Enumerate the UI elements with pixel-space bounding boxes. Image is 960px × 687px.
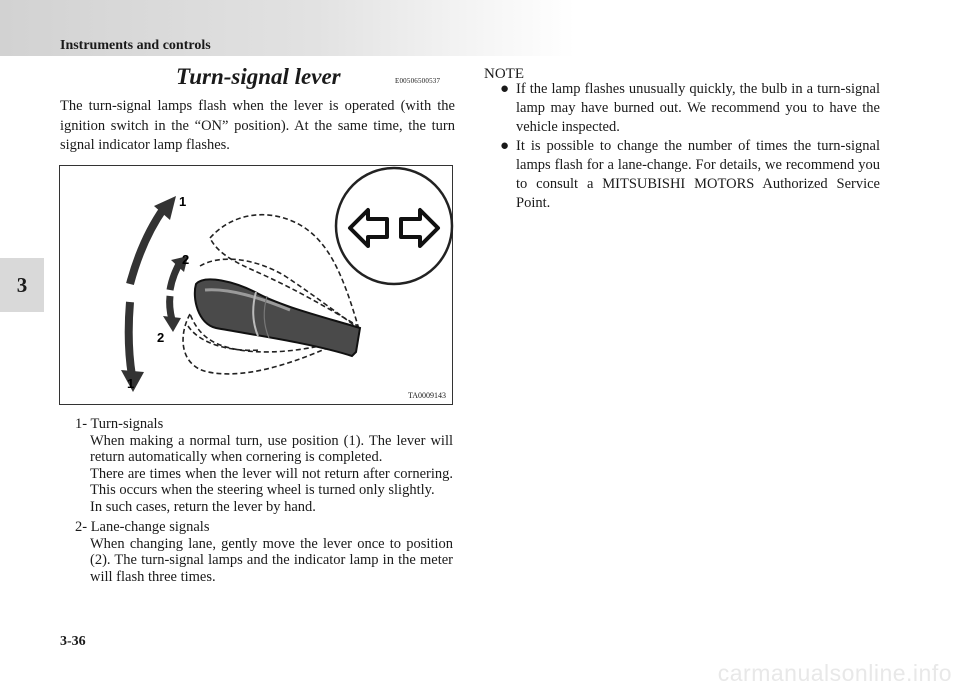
callout-1-bottom: 1 [127,376,135,391]
note-item [500,80,880,137]
legend-line: There are times when the lever will not return after cornering. This occurs when the steering wheel is turned only slightly. [90,465,453,498]
arrow-position-1-up [130,208,164,284]
turn-signal-figure [59,165,453,405]
note-label: NOTE [484,66,524,82]
legend-line: When making a normal turn, use position (1). The lever will return automatically when cornering is completed. [90,432,453,465]
note-text: It is possible to change the number of times the turn-signal lamps flash for a lane-change. For details, we recommend you to consult a MITSUBISHI MOTORS Authorized Service Point. [516,138,880,211]
legend-list [75,416,453,589]
watermark: carmanualsonline.info [717,660,952,686]
figure-id-label: TA0009143 [407,391,446,400]
note-list [500,80,880,213]
arrow-position-2-down [170,296,172,320]
note-item [500,137,880,213]
legend-label: 2- Lane-change signals [75,519,210,535]
section-code: E00506500537 [395,77,441,85]
bullet-icon: ● [500,81,510,97]
intro-paragraph: The turn-signal lamps flash when the lever is operated (with the ignition switch in the “ON” position). At the same time, the turn signal indicator lamp flashes. [60,98,455,153]
page-title: Turn-signal lever [176,64,341,89]
arrow-position-2-down-head [163,316,181,332]
section-title: Instruments and controls [60,38,211,53]
legend-line: In such cases, return the lever by hand. [90,498,316,515]
page-number: 3-36 [60,634,86,649]
legend-item-turn-signals [75,416,453,515]
legend-line: When changing lane, gently move the lever once to position (2). The turn-signal lamps and the indicator lamp in the meter will flash three times. [90,535,453,585]
legend-label: 1- Turn-signals [75,416,164,432]
arrow-position-1-down [129,302,132,376]
callout-2-bottom: 2 [157,330,165,345]
turn-signal-lever-illustration [60,166,454,406]
note-text: If the lamp flashes unusually quickly, the bulb in a turn-signal lamp may have burned out. We recommend you to have the vehicle inspected. [516,81,880,135]
bullet-icon: ● [500,138,510,154]
callout-2-top: 2 [182,252,190,267]
legend-item-lane-change [75,519,453,585]
callout-1-top: 1 [179,194,187,209]
chapter-tab: 3 [0,258,44,312]
